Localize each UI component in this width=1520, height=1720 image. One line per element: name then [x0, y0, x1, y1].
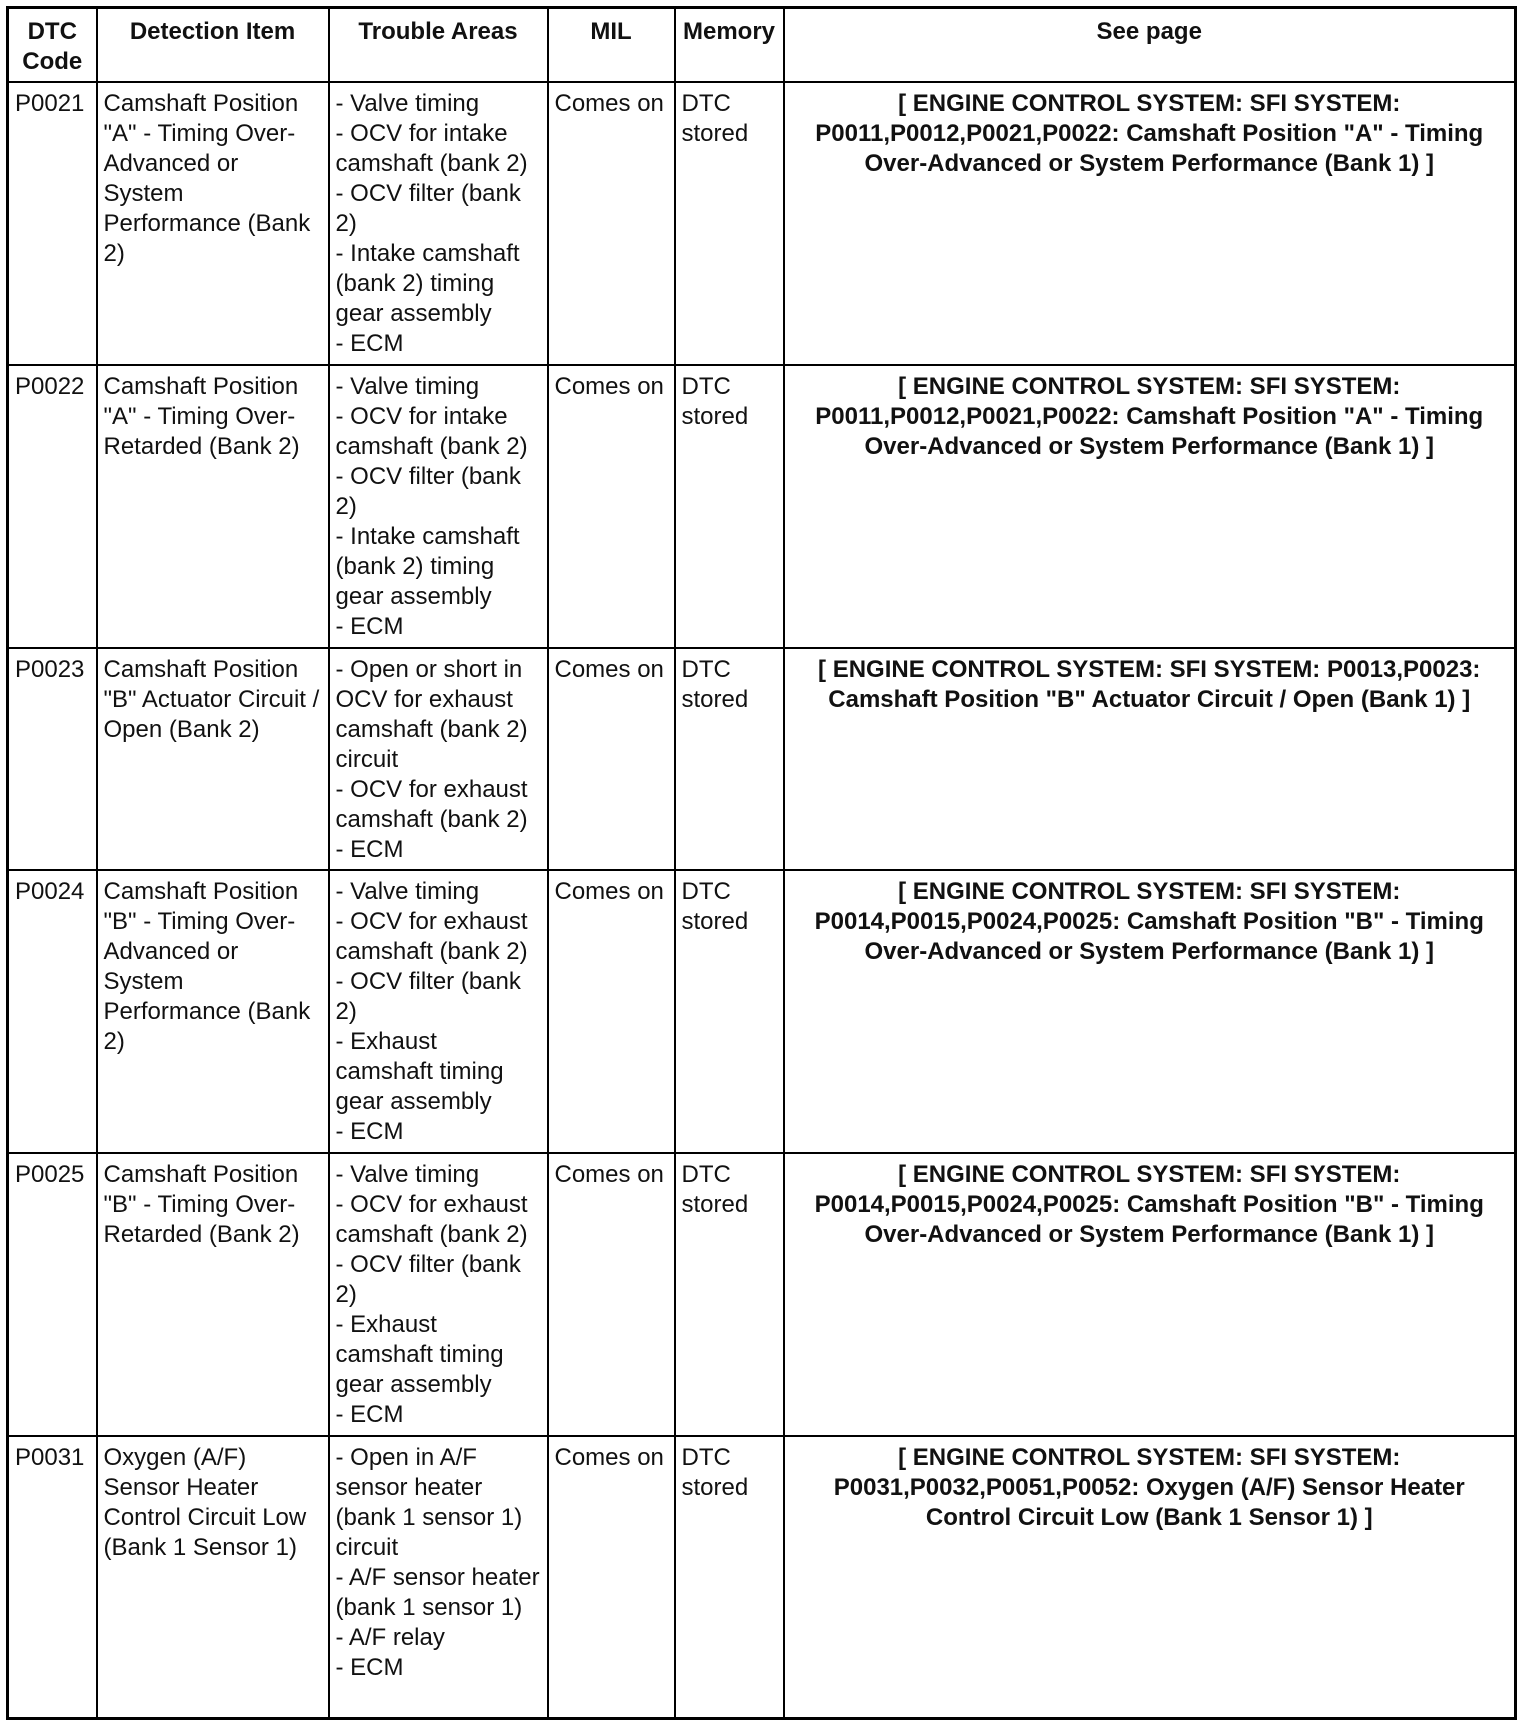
trouble-area-item: - ECM: [335, 1401, 404, 1428]
trouble-area-item: - OCV for exhaust camshaft (bank 2): [335, 776, 528, 833]
header-row: [8, 8, 1516, 83]
memory-cell: DTC stored: [675, 648, 784, 870]
dtc-code-cell: P0021: [8, 82, 97, 365]
dtc-code-cell: P0024: [8, 870, 97, 1153]
trouble-areas-cell: [329, 1153, 548, 1436]
dtc-code-cell: P0031: [8, 1436, 97, 1718]
trouble-area-item: - ECM: [335, 613, 404, 640]
table-row: [8, 82, 1516, 365]
header-dtc-code: [8, 8, 97, 83]
header-dtc-code-line1: DTC: [27, 18, 77, 45]
trouble-area-item: - Exhaust camshaft timing gear assembly: [335, 1028, 504, 1115]
detection-item-cell: Camshaft Position "B" Actuator Circuit / Open (Bank 2): [97, 648, 329, 870]
trouble-area-item: - OCV for intake camshaft (bank 2): [335, 403, 528, 460]
see-page-link[interactable]: [ ENGINE CONTROL SYSTEM: SFI SYSTEM: P0013,P0023: Camshaft Position "B" Actuator Circuit / Open (Bank 1) ]: [784, 648, 1516, 870]
trouble-area-item: - ECM: [335, 330, 404, 357]
memory-cell: DTC stored: [675, 365, 784, 648]
see-page-link[interactable]: [ ENGINE CONTROL SYSTEM: SFI SYSTEM: P0031,P0032,P0051,P0052: Oxygen (A/F) Sensor Heater Control Circuit Low (Bank 1 Sensor 1) ]: [784, 1436, 1516, 1718]
trouble-area-item: - ECM: [335, 836, 404, 863]
trouble-area-item: - ECM: [335, 1118, 404, 1145]
table-row: [8, 648, 1516, 870]
table-row: [8, 870, 1516, 1153]
detection-item-cell: Oxygen (A/F) Sensor Heater Control Circuit Low (Bank 1 Sensor 1): [97, 1436, 329, 1718]
header-detection-item: Detection Item: [97, 8, 329, 83]
trouble-area-item: - ECM: [335, 1654, 404, 1681]
trouble-area-item: - A/F sensor heater (bank 1 sensor 1): [335, 1564, 540, 1621]
memory-cell: DTC stored: [675, 82, 784, 365]
mil-cell: Comes on: [548, 82, 675, 365]
see-page-link[interactable]: [ ENGINE CONTROL SYSTEM: SFI SYSTEM: P0014,P0015,P0024,P0025: Camshaft Position "B" - Timing Over-Advanced or System Performance (Bank 1) ]: [784, 870, 1516, 1153]
header-trouble-areas: Trouble Areas: [329, 8, 548, 83]
detection-item-cell: Camshaft Position "A" - Timing Over-Retarded (Bank 2): [97, 365, 329, 648]
mil-cell: Comes on: [548, 1436, 675, 1718]
trouble-area-item: - Exhaust camshaft timing gear assembly: [335, 1311, 504, 1398]
trouble-areas-cell: [329, 648, 548, 870]
trouble-areas-cell: [329, 365, 548, 648]
see-page-link[interactable]: [ ENGINE CONTROL SYSTEM: SFI SYSTEM: P0011,P0012,P0021,P0022: Camshaft Position "A" - Timing Over-Advanced or System Performance (Bank 1) ]: [784, 365, 1516, 648]
header-memory: Memory: [675, 8, 784, 83]
trouble-area-item: - Open in A/F sensor heater (bank 1 sensor 1) circuit: [335, 1444, 523, 1561]
trouble-area-item: - Intake camshaft (bank 2) timing gear assembly: [335, 523, 520, 610]
trouble-areas-cell: [329, 1436, 548, 1718]
trouble-area-item: - OCV for intake camshaft (bank 2): [335, 120, 528, 177]
trouble-area-item: - OCV filter (bank 2): [335, 968, 521, 1025]
trouble-area-item: - OCV filter (bank 2): [335, 180, 521, 237]
table-row: [8, 1436, 1516, 1718]
trouble-area-item: - OCV filter (bank 2): [335, 463, 521, 520]
mil-cell: Comes on: [548, 648, 675, 870]
detection-item-cell: Camshaft Position "A" - Timing Over-Advanced or System Performance (Bank 2): [97, 82, 329, 365]
dtc-table: [6, 6, 1517, 1720]
trouble-area-item: - Intake camshaft (bank 2) timing gear assembly: [335, 240, 520, 327]
trouble-areas-cell: [329, 870, 548, 1153]
trouble-area-item: - Valve timing: [335, 1161, 480, 1188]
trouble-area-item: - A/F relay: [335, 1624, 445, 1651]
trouble-area-item: - Valve timing: [335, 373, 480, 400]
see-page-link[interactable]: [ ENGINE CONTROL SYSTEM: SFI SYSTEM: P0014,P0015,P0024,P0025: Camshaft Position "B" - Timing Over-Advanced or System Performance (Bank 1) ]: [784, 1153, 1516, 1436]
header-see-page: See page: [784, 8, 1516, 83]
trouble-area-item: - OCV for exhaust camshaft (bank 2): [335, 1191, 528, 1248]
detection-item-cell: Camshaft Position "B" - Timing Over-Retarded (Bank 2): [97, 1153, 329, 1436]
trouble-area-item: - Valve timing: [335, 878, 480, 905]
trouble-area-item: - Open or short in OCV for exhaust camshaft (bank 2) circuit: [335, 656, 528, 773]
trouble-area-item: - OCV for exhaust camshaft (bank 2): [335, 908, 528, 965]
table-row: [8, 365, 1516, 648]
trouble-areas-cell: [329, 82, 548, 365]
header-dtc-code-line2: Code: [22, 48, 83, 75]
mil-cell: Comes on: [548, 870, 675, 1153]
trouble-area-item: - Valve timing: [335, 90, 480, 117]
memory-cell: DTC stored: [675, 1436, 784, 1718]
dtc-code-cell: P0023: [8, 648, 97, 870]
detection-item-cell: Camshaft Position "B" - Timing Over-Advanced or System Performance (Bank 2): [97, 870, 329, 1153]
see-page-link[interactable]: [ ENGINE CONTROL SYSTEM: SFI SYSTEM: P0011,P0012,P0021,P0022: Camshaft Position "A" - Timing Over-Advanced or System Performance (Bank 1) ]: [784, 82, 1516, 365]
dtc-code-cell: P0022: [8, 365, 97, 648]
trouble-area-item: - OCV filter (bank 2): [335, 1251, 521, 1308]
table-row: [8, 1153, 1516, 1436]
header-mil: MIL: [548, 8, 675, 83]
memory-cell: DTC stored: [675, 1153, 784, 1436]
mil-cell: Comes on: [548, 1153, 675, 1436]
dtc-code-cell: P0025: [8, 1153, 97, 1436]
mil-cell: Comes on: [548, 365, 675, 648]
memory-cell: DTC stored: [675, 870, 784, 1153]
